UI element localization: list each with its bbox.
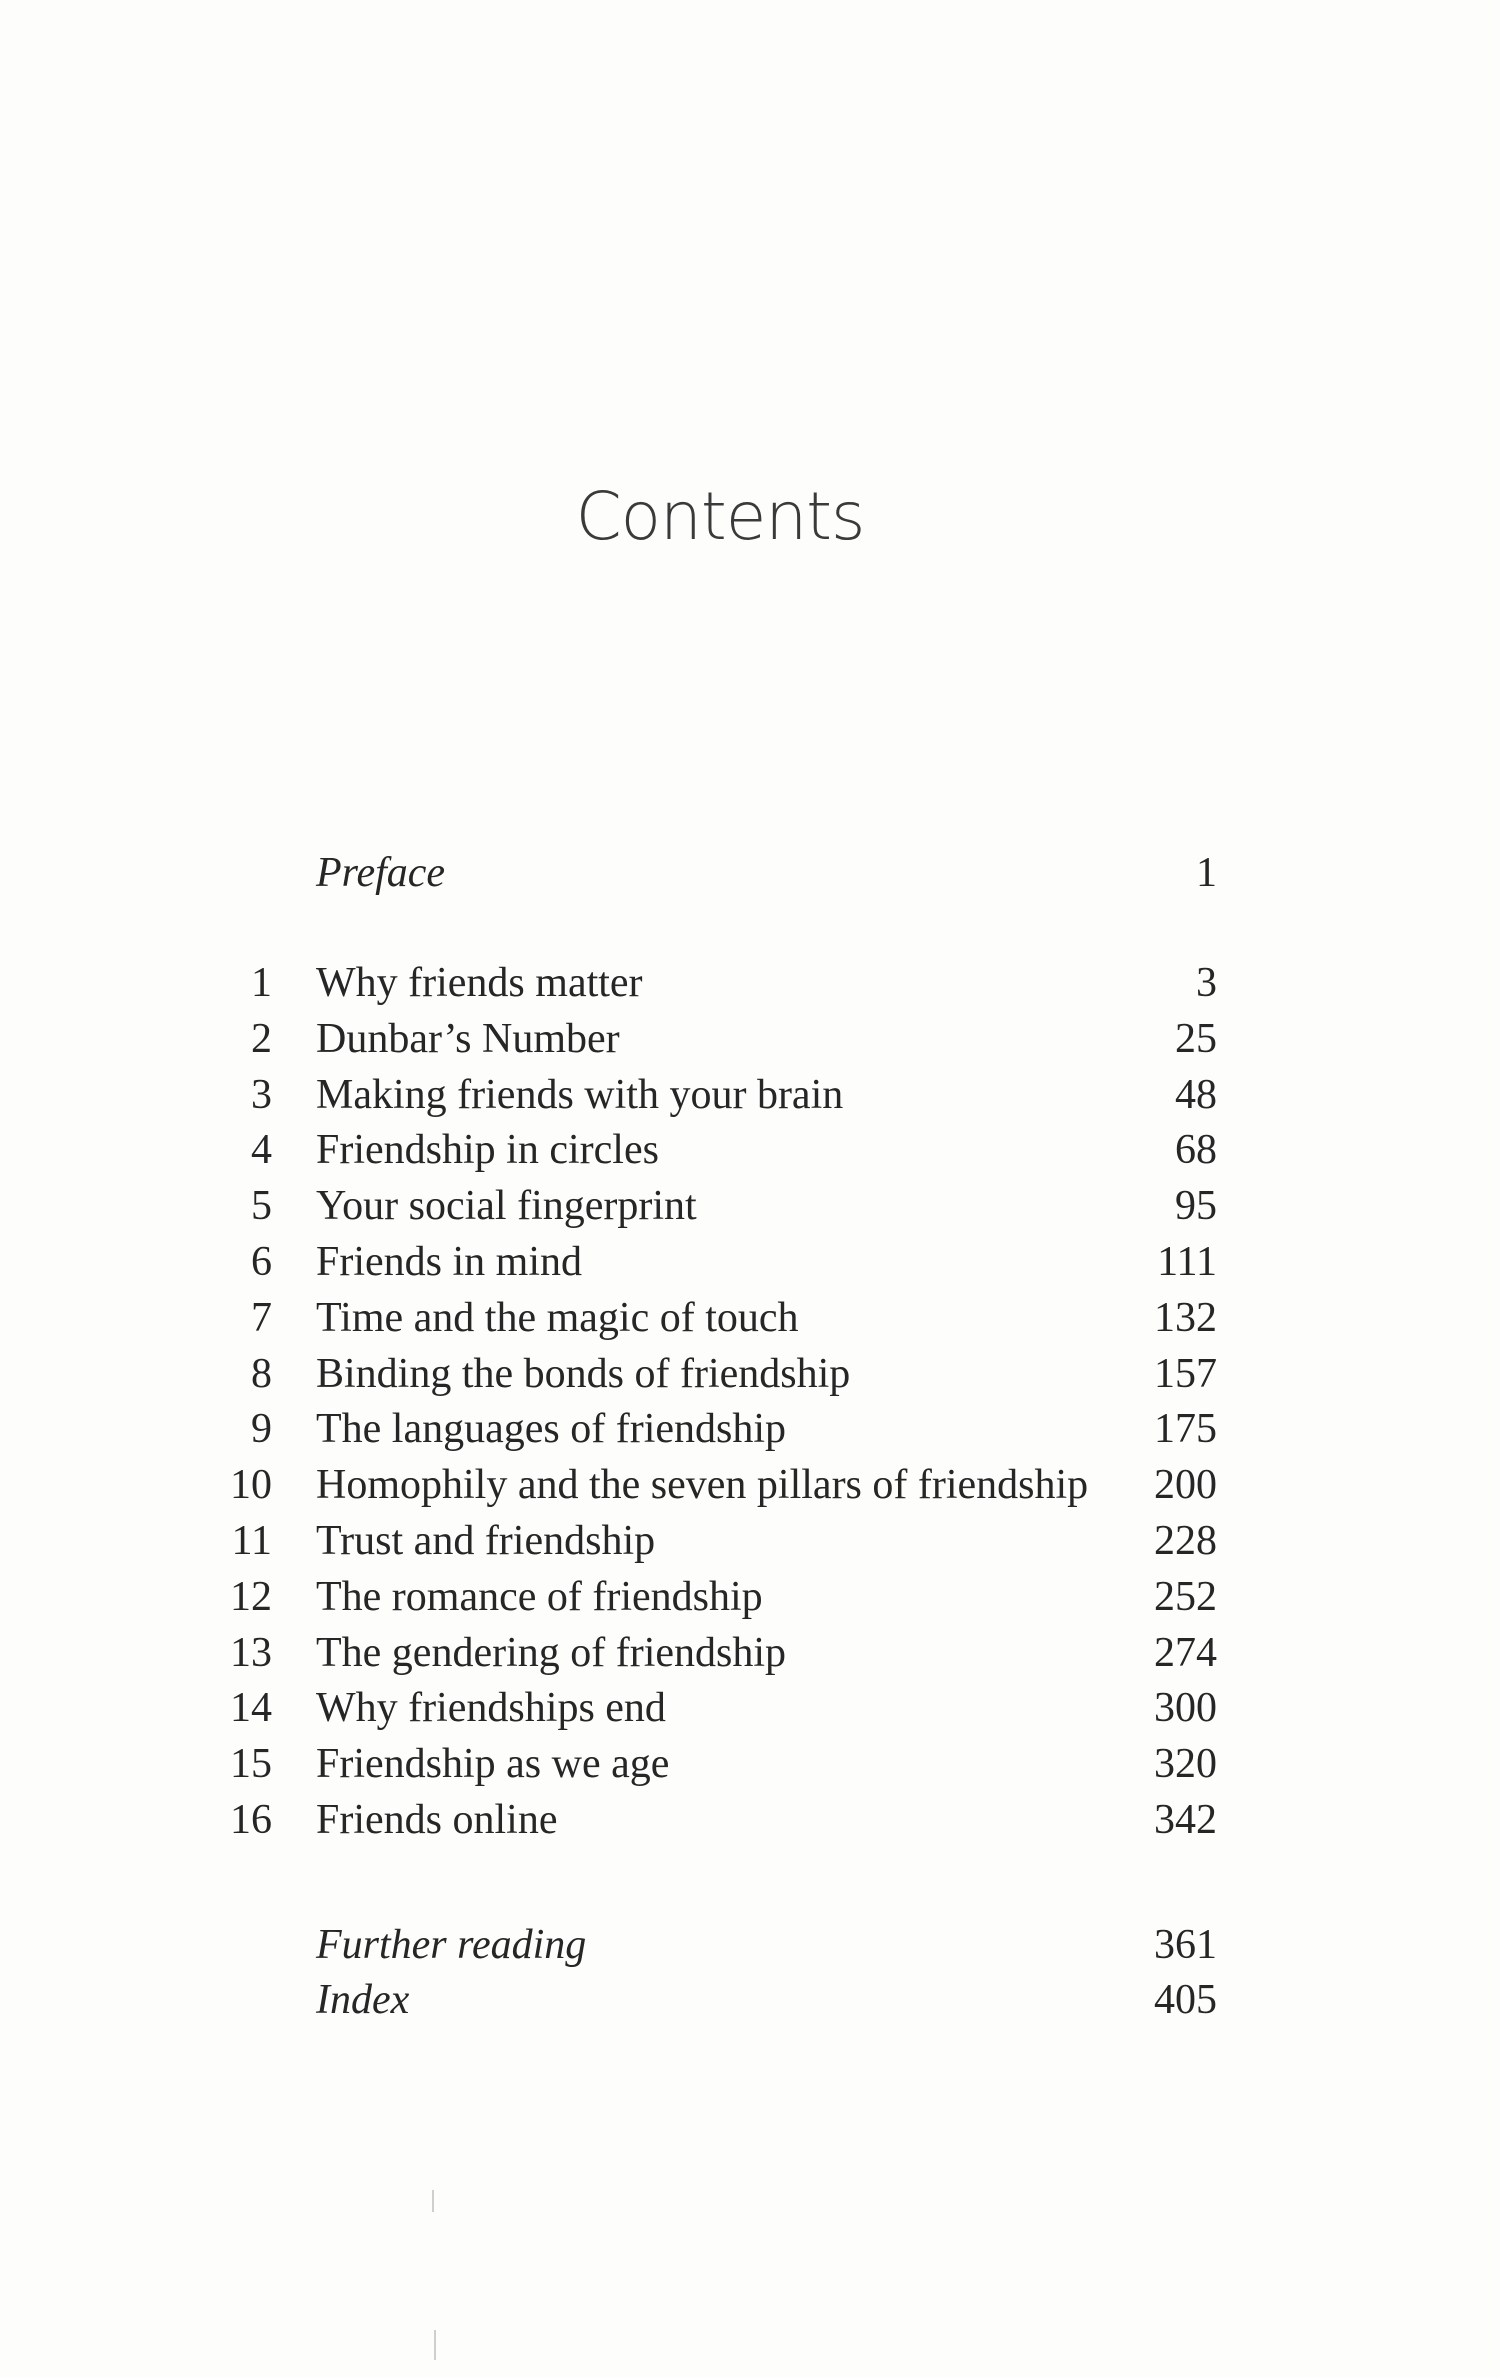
toc-entry-chapter [0, 1625, 1500, 1681]
toc-entry-page: 361 [1154, 1922, 1217, 1968]
chapter-number: 12 [230, 1573, 272, 1620]
toc-entry-page: 274 [1154, 1629, 1217, 1676]
toc-entry-label: Why friendships end [316, 1685, 666, 1732]
chapter-number: 6 [251, 1239, 272, 1285]
chapter-number: 7 [251, 1294, 272, 1341]
toc-entry-label: Trust and friendship [316, 1518, 656, 1564]
toc-entry-label: The languages of friendship [316, 1406, 787, 1453]
scan-mark [432, 2190, 434, 2212]
toc-entry-page: 3 [1196, 960, 1217, 1006]
toc-entry-label: The romance of friendship [316, 1573, 763, 1620]
toc-entry-label: Dunbar’s Number [316, 1015, 620, 1062]
toc-entry-chapter [0, 1569, 1500, 1625]
toc-entry-page: 95 [1175, 1183, 1217, 1230]
chapter-number: 5 [251, 1183, 272, 1230]
toc-entry-preface [0, 845, 1500, 901]
toc-entry-page: 228 [1154, 1518, 1217, 1564]
toc-entry-label: Time and the magic of touch [316, 1294, 799, 1341]
toc-entry-label: Friends online [316, 1797, 558, 1843]
chapter-number: 1 [251, 960, 272, 1006]
toc-entry-chapter [0, 1513, 1500, 1569]
toc-entry-chapter [0, 1457, 1500, 1513]
toc-entry-chapter [0, 1290, 1500, 1346]
toc-entry-page: 200 [1154, 1462, 1217, 1509]
toc-entry-label: Further reading [316, 1922, 587, 1968]
toc-entry-chapter [0, 1067, 1500, 1123]
scan-mark [434, 2330, 436, 2360]
toc-entry-label: Making friends with your brain [316, 1071, 844, 1118]
chapter-number: 10 [230, 1462, 272, 1509]
toc-entry-page: 175 [1154, 1406, 1217, 1453]
chapter-number: 9 [251, 1406, 272, 1453]
page-title: Contents [575, 478, 865, 555]
toc-entry-page: 252 [1154, 1573, 1217, 1620]
toc-entry-label: Friends in mind [316, 1239, 583, 1285]
chapter-number: 11 [231, 1518, 272, 1564]
toc-entry-page: 48 [1175, 1071, 1217, 1118]
toc-entry-label: The gendering of friendship [316, 1629, 787, 1676]
toc-entry-label: Binding the bonds of friendship [316, 1350, 851, 1397]
toc-entry-further-reading [0, 1917, 1500, 1973]
toc-entry-label: Why friends matter [316, 960, 643, 1006]
toc-entry-index [0, 1972, 1500, 2028]
chapter-number: 3 [251, 1071, 272, 1118]
toc-entry-chapter [0, 1011, 1500, 1067]
toc-entry-chapter [0, 1178, 1500, 1234]
toc-entry-page: 111 [1157, 1239, 1217, 1285]
toc-entry-page: 320 [1154, 1741, 1217, 1788]
toc-entry-label: Your social fingerprint [316, 1183, 697, 1230]
chapter-number: 14 [230, 1685, 272, 1732]
chapter-number: 15 [230, 1741, 272, 1788]
toc-entry-label: Homophily and the seven pillars of friendship [316, 1462, 1089, 1509]
chapter-number: 13 [230, 1629, 272, 1676]
toc-entry-chapter [0, 1122, 1500, 1178]
toc-entry-page: 405 [1154, 1977, 1217, 2023]
toc-entry-page: 68 [1175, 1127, 1217, 1174]
chapter-number: 16 [230, 1797, 272, 1843]
toc-entry-label: Friendship in circles [316, 1127, 659, 1174]
chapter-number: 8 [251, 1350, 272, 1397]
toc-entry-chapter [0, 1401, 1500, 1457]
toc-entry-page: 1 [1196, 850, 1217, 896]
toc-entry-page: 157 [1154, 1350, 1217, 1397]
toc-entry-page: 25 [1175, 1015, 1217, 1062]
toc-entry-page: 132 [1154, 1294, 1217, 1341]
toc-entry-page: 342 [1154, 1797, 1217, 1843]
toc-entry-chapter [0, 1736, 1500, 1792]
chapter-number: 4 [251, 1127, 272, 1174]
toc-entry-chapter [0, 1346, 1500, 1402]
toc-entry-label: Friendship as we age [316, 1741, 670, 1788]
toc-entry-chapter [0, 1234, 1500, 1290]
chapter-number: 2 [251, 1015, 272, 1062]
toc-entry-chapter [0, 1680, 1500, 1736]
toc-entry-label: Preface [316, 850, 446, 896]
toc-entry-chapter [0, 955, 1500, 1011]
toc-entry-label: Index [316, 1977, 410, 2023]
toc-entry-chapter [0, 1792, 1500, 1848]
toc-entry-page: 300 [1154, 1685, 1217, 1732]
